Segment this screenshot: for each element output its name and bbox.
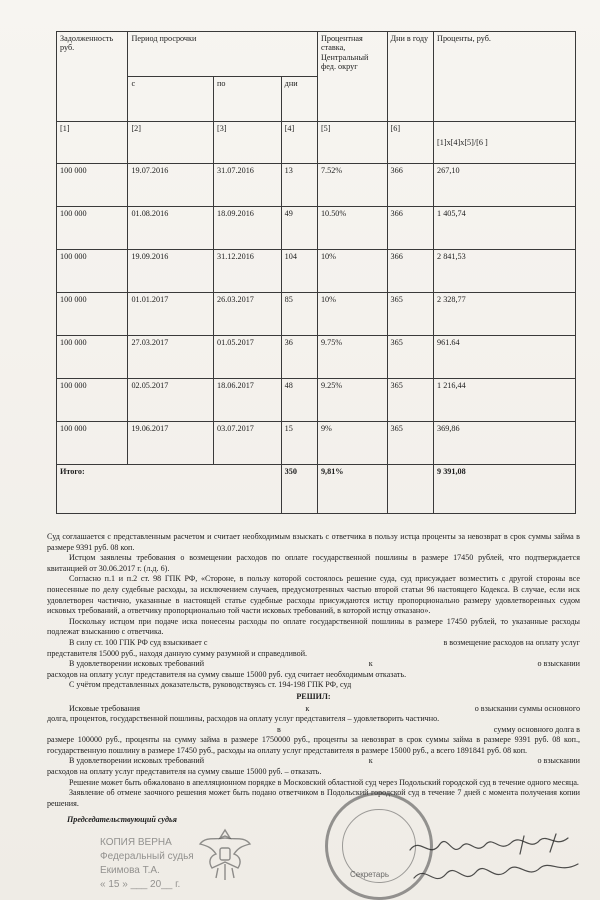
paragraph: расходов на оплату услуг представителя на сумму свыше 15000 руб. суд считает необходимым отказать. bbox=[47, 669, 407, 679]
cell-interest: 267,10 bbox=[434, 164, 576, 207]
cell-days-year: 366 bbox=[387, 207, 434, 250]
cell-days-year: 366 bbox=[387, 164, 434, 207]
header-from: с bbox=[128, 77, 214, 122]
text-fragment: В силу ст. 100 ГПК РФ суд взыскивает с bbox=[69, 637, 208, 647]
text-fragment: в возмещение расходов на оплату услуг bbox=[443, 637, 580, 647]
signature-icon bbox=[400, 830, 590, 896]
cell-rate: 9% bbox=[317, 422, 387, 465]
header-to: по bbox=[214, 77, 282, 122]
cell-interest: 1 405,74 bbox=[434, 207, 576, 250]
table-row bbox=[57, 293, 576, 336]
cell-from: 19.09.2016 bbox=[128, 250, 214, 293]
eagle-emblem-icon bbox=[196, 824, 254, 884]
table-row bbox=[57, 250, 576, 293]
table-body bbox=[57, 164, 576, 465]
cell-days-year: 366 bbox=[387, 250, 434, 293]
cell-from: 27.03.2017 bbox=[128, 336, 214, 379]
total-empty bbox=[387, 465, 434, 514]
paragraph bbox=[47, 659, 580, 670]
header-period: Период просрочки bbox=[128, 32, 318, 77]
paragraph: Решение может быть обжаловано в апелляционном порядке в Московский областной суд через Подольский городской суд в течение одного месяца. bbox=[69, 777, 579, 787]
cell-interest: 369,86 bbox=[434, 422, 576, 465]
header-days: дни bbox=[281, 77, 317, 122]
cell-days: 36 bbox=[281, 336, 317, 379]
paragraph: расходов на оплату услуг представителя на сумму свыше 15000 руб. – отказать. bbox=[47, 767, 322, 777]
formula-label: [1]х[4]х[5]/[6 ] bbox=[437, 138, 488, 147]
cell-to: 26.03.2017 bbox=[214, 293, 282, 336]
text-fragment: к bbox=[368, 659, 373, 669]
header-interest: Проценты, руб. bbox=[434, 32, 576, 122]
index-cell: [4] bbox=[281, 122, 317, 164]
total-rate: 9,81% bbox=[317, 465, 387, 514]
paragraph: долга, процентов, государственной пошлины, расходов на оплату услуг представителя – удовлетворить частично. bbox=[47, 714, 440, 724]
cell-days: 48 bbox=[281, 379, 317, 422]
text-fragment: о взыскании bbox=[537, 756, 580, 766]
cell-days-year: 365 bbox=[387, 293, 434, 336]
cell-days: 104 bbox=[281, 250, 317, 293]
total-label: Итого: bbox=[57, 465, 282, 514]
cell-days: 49 bbox=[281, 207, 317, 250]
cell-interest: 2 841,53 bbox=[434, 250, 576, 293]
index-cell: [5] bbox=[317, 122, 387, 164]
cell-debt: 100 000 bbox=[57, 293, 128, 336]
text-fragment: о взыскании суммы основного bbox=[474, 703, 580, 713]
table-row bbox=[57, 422, 576, 465]
index-row bbox=[57, 122, 576, 164]
cell-days-year: 365 bbox=[387, 379, 434, 422]
decision-text bbox=[47, 532, 580, 826]
cell-rate: 10.50% bbox=[317, 207, 387, 250]
decided-heading: РЕШИЛ: bbox=[296, 691, 331, 701]
text-fragment: в bbox=[277, 724, 281, 734]
index-cell: [1] bbox=[57, 122, 128, 164]
paragraph bbox=[47, 756, 580, 767]
cell-debt: 100 000 bbox=[57, 379, 128, 422]
cell-debt: 100 000 bbox=[57, 164, 128, 207]
paragraph: Истцом заявлены требования о возмещении расходов по оплате государственной пошлины в размере 17450 рублей, что подтверждается квитанцией от 30.06.2017 г. (л.д. 6). bbox=[47, 553, 580, 573]
header-rate: Процентная ставка, Центральный фед. округ bbox=[317, 32, 387, 122]
index-cell: [2] bbox=[128, 122, 214, 164]
cell-interest: 2 328,77 bbox=[434, 293, 576, 336]
text-fragment: В удовлетворении исковых требований bbox=[69, 659, 205, 669]
cell-days: 85 bbox=[281, 293, 317, 336]
paragraph: Суд соглашается с представленным расчетом и считает необходимым взыскать с ответчика в пользу истца проценты за невозврат в срок суммы займа в размере 9391 руб. 08 коп. bbox=[47, 532, 580, 552]
judge-title: Федеральный судья bbox=[100, 851, 194, 862]
cell-from: 19.06.2017 bbox=[128, 422, 214, 465]
judge-label: Председательствующий судья bbox=[67, 815, 177, 825]
cell-interest: 1 216,44 bbox=[434, 379, 576, 422]
table-row bbox=[57, 207, 576, 250]
cell-days: 15 bbox=[281, 422, 317, 465]
text-fragment: о взыскании bbox=[537, 659, 580, 669]
cell-rate: 10% bbox=[317, 250, 387, 293]
secretary-label: Секретарь bbox=[350, 870, 389, 879]
paragraph: Поскольку истцом при подаче иска понесены расходы по оплате государственной пошлины в размере 17450 рублей, то указанные расходы подлежат взысканию с ответчика. bbox=[47, 616, 580, 637]
cell-from: 01.01.2017 bbox=[128, 293, 214, 336]
cell-from: 02.05.2017 bbox=[128, 379, 214, 422]
cell-days: 13 bbox=[281, 164, 317, 207]
text-fragment: В удовлетворении исковых требований bbox=[69, 756, 205, 766]
cell-to: 31.07.2016 bbox=[214, 164, 282, 207]
total-row bbox=[57, 465, 576, 514]
paragraph: С учётом представленных доказательств, руководствуясь ст. 194-198 ГПК РФ, суд bbox=[69, 680, 352, 690]
copy-label: КОПИЯ ВЕРНА bbox=[100, 837, 172, 848]
paragraph: представителя 15000 руб., находя данную сумму разумной и справедливой. bbox=[47, 648, 308, 658]
cell-from: 01.08.2016 bbox=[128, 207, 214, 250]
cell-debt: 100 000 bbox=[57, 422, 128, 465]
cell-to: 18.06.2017 bbox=[214, 379, 282, 422]
cell-to: 03.07.2017 bbox=[214, 422, 282, 465]
paragraph: размере 100000 руб., проценты на сумму займа в размере 1750000 руб., проценты за невозврат в срок суммы займа в размере 9391 руб. 08 коп., государственную пошлину в размере 17450 руб., расходы на оплату услуг представителя в размере 15000 руб., а всего 1891841 руб. 08 коп. bbox=[47, 735, 580, 755]
cell-rate: 9.25% bbox=[317, 379, 387, 422]
cell-days-year: 365 bbox=[387, 336, 434, 379]
interest-calculation-table bbox=[56, 31, 576, 514]
table-row bbox=[57, 379, 576, 422]
paragraph: Согласно п.1 и п.2 ст. 98 ГПК РФ, «Стороне, в пользу которой состоялось решение суда, суд присуждает возместить с другой стороны все понесенные по делу судебные расходы, за исключением случаев, предусмотренных частью второй статьи 96 настоящего Кодекса. В случае, если иск удовлетворен частично, указанные в настоящей статье судебные расходы присуждаются истцу пропорционально размеру удовлетворенных судом исковых требований, а ответчику пропорционально той части исковых требований, в которой истцу отказано». bbox=[47, 574, 580, 616]
cell-to: 01.05.2017 bbox=[214, 336, 282, 379]
cell-debt: 100 000 bbox=[57, 336, 128, 379]
index-cell: [3] bbox=[214, 122, 282, 164]
text-fragment: Исковые требования bbox=[69, 703, 141, 713]
cell-days-year: 365 bbox=[387, 422, 434, 465]
cell-rate: 7.52% bbox=[317, 164, 387, 207]
cell-debt: 100 000 bbox=[57, 207, 128, 250]
text-fragment: к bbox=[368, 756, 373, 766]
cell-rate: 9.75% bbox=[317, 336, 387, 379]
index-cell bbox=[434, 122, 576, 164]
header-days-year: Дни в году bbox=[387, 32, 434, 122]
paragraph bbox=[47, 725, 580, 736]
table-row bbox=[57, 164, 576, 207]
text-fragment: к bbox=[305, 703, 310, 713]
cell-to: 18.09.2016 bbox=[214, 207, 282, 250]
paragraph bbox=[47, 638, 580, 649]
certification-date: « 15 » ___ 20__ г. bbox=[100, 879, 181, 890]
total-days: 350 bbox=[281, 465, 317, 514]
table-row bbox=[57, 336, 576, 379]
total-sum: 9 391,08 bbox=[434, 465, 576, 514]
cell-from: 19.07.2016 bbox=[128, 164, 214, 207]
cell-interest: 961.64 bbox=[434, 336, 576, 379]
index-cell: [6] bbox=[387, 122, 434, 164]
cell-rate: 10% bbox=[317, 293, 387, 336]
paragraph: Заявление об отмене заочного решения может быть подано ответчиком в Подольский городской суд в течение 7 дней с момента получения копии решения. bbox=[47, 788, 580, 808]
paragraph bbox=[47, 704, 580, 715]
judge-name: Екимова Т.А. bbox=[100, 865, 160, 876]
cell-to: 31.12.2016 bbox=[214, 250, 282, 293]
text-fragment: сумму основного долга в bbox=[493, 724, 580, 734]
cell-debt: 100 000 bbox=[57, 250, 128, 293]
header-debt: Задолженность руб. bbox=[57, 32, 128, 122]
